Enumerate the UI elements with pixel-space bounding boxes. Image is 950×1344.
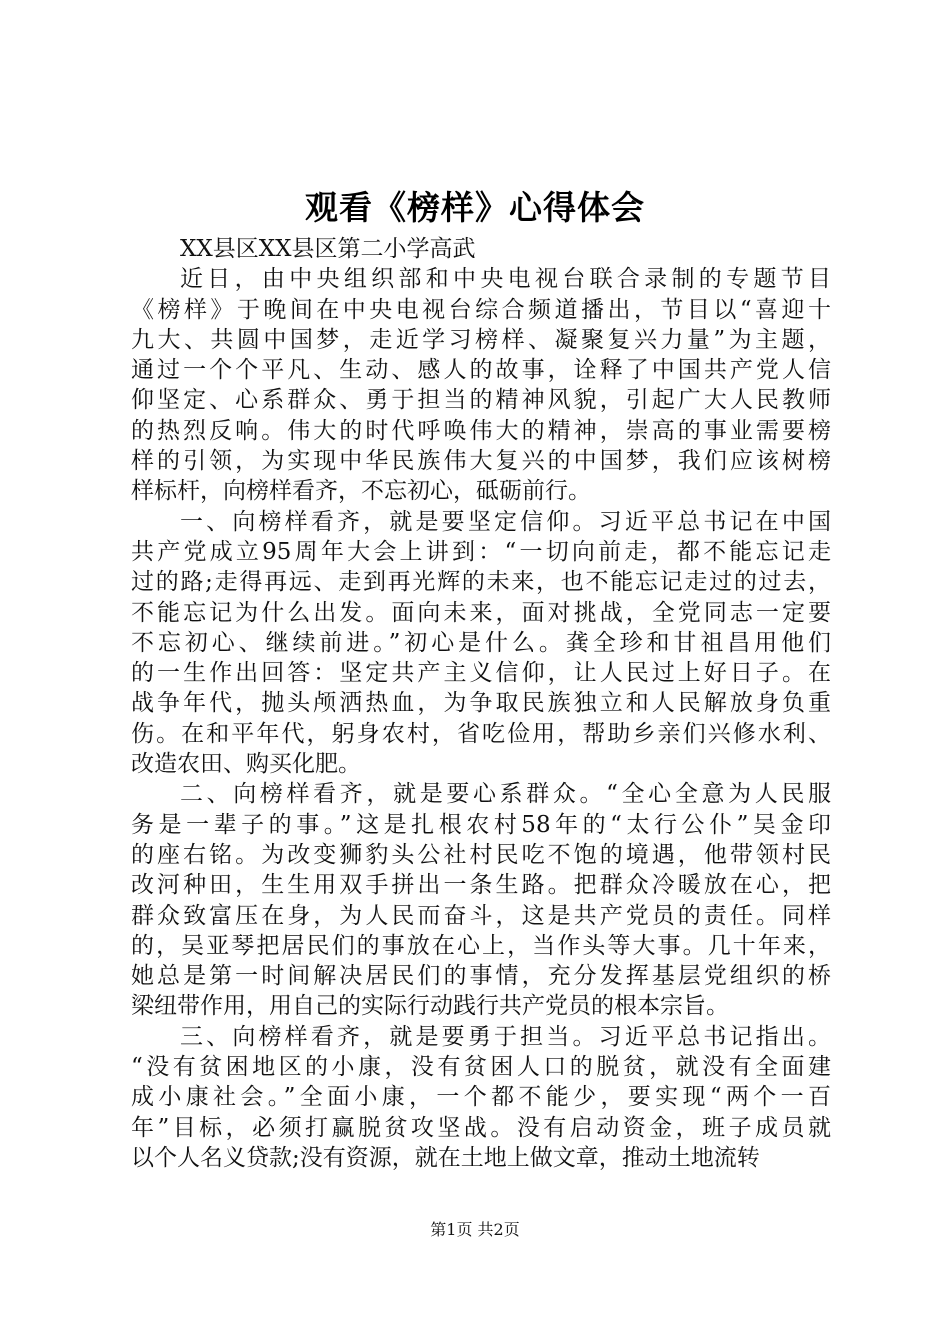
paragraph-point-one (131, 507, 831, 780)
paragraph-line: 梁纽带作用，用自己的实际行动践行共产党员的根本宗旨。 (131, 993, 729, 1020)
paragraph-line: 群众致富压在身，为人民而奋斗，这是共产党员的责任。同样 (131, 902, 831, 929)
paragraph-point-three (131, 1022, 831, 1173)
paragraph-line: 《榜样》于晚间在中央电视台综合频道播出，节目以“喜迎十 (131, 296, 831, 323)
paragraph-line: 仰坚定、心系群众、勇于担当的精神风貌，引起广大人民教师 (131, 387, 831, 414)
document-title: 观看《榜样》心得体会 (305, 188, 645, 227)
paragraph-line: 通过一个个平凡、生动、感人的故事，诠释了中国共产党人信 (131, 357, 831, 384)
paragraph-line: “没有贫困地区的小康，没有贫困人口的脱贫，就没有全面建 (131, 1054, 831, 1081)
paragraph-line: 共产党成立95周年大会上讲到：“一切向前走，都不能忘记走 (131, 538, 831, 565)
paragraph-intro (131, 264, 831, 506)
paragraph-line: 近日，由中央组织部和中央电视台联合录制的专题节目 (180, 266, 831, 293)
author-line: XX县区XX县区第二小学高武 (180, 236, 476, 262)
paragraph-point-two (131, 779, 831, 1021)
paragraph-line: 不忘初心、继续前进。”初心是什么。龚全珍和甘祖昌用他们 (131, 629, 831, 656)
paragraph-line: 一、向榜样看齐，就是要坚定信仰。习近平总书记在中国 (180, 508, 831, 535)
paragraph-line: 她总是第一时间解决居民们的事情，充分发挥基层党组织的桥 (131, 963, 831, 990)
document-body (131, 234, 831, 1173)
paragraph-line: 战争年代，抛头颅洒热血，为争取民族独立和人民解放身负重 (131, 690, 831, 717)
page-footer: 第1页 共2页 (430, 1220, 520, 1239)
paragraph-line: 伤。在和平年代，躬身农村，省吃俭用，帮助乡亲们兴修水利、 (131, 720, 831, 747)
paragraph-line: 改造农田、购买化肥。 (131, 751, 361, 778)
paragraph-line: 务是一辈子的事。”这是扎根农村58年的“太行公仆”吴金印 (131, 811, 831, 838)
paragraph-line: 成小康社会。”全面小康，一个都不能少，要实现“两个一百 (131, 1084, 831, 1111)
paragraph-line: 样的引领，为实现中华民族伟大复兴的中国梦，我们应该树榜 (131, 448, 831, 475)
paragraph-line: 的一生作出回答：坚定共产主义信仰，让人民过上好日子。在 (131, 660, 831, 687)
paragraph-line: 年”目标，必须打赢脱贫攻坚战。没有启动资金，班子成员就 (131, 1114, 831, 1141)
paragraph-line: 样标杆，向榜样看齐，不忘初心，砥砺前行。 (131, 478, 591, 505)
paragraph-line: 改河种田，生生用双手拼出一条生路。把群众冷暖放在心，把 (131, 872, 831, 899)
paragraph-line: 以个人名义贷款;没有资源，就在土地上做文章，推动土地流转 (131, 1144, 760, 1171)
paragraph-line: 的热烈反响。伟大的时代呼唤伟大的精神，崇高的事业需要榜 (131, 417, 831, 444)
paragraph-line: 的，吴亚琴把居民们的事放在心上，当作头等大事。几十年来， (131, 932, 831, 959)
paragraph-line: 三、向榜样看齐，就是要勇于担当。习近平总书记指出。 (180, 1023, 831, 1050)
paragraph-line: 不能忘记为什么出发。面向未来，面对挑战，全党同志一定要 (131, 599, 831, 626)
paragraph-line: 过的路;走得再远、走到再光辉的未来，也不能忘记走过的过去， (131, 569, 831, 596)
paragraph-line: 九大、共圆中国梦，走近学习榜样、凝聚复兴力量”为主题， (131, 326, 831, 353)
paragraph-line: 的座右铭。为改变狮豹头公社村民吃不饱的境遇，他带领村民 (131, 841, 831, 868)
paragraph-line: 二、向榜样看齐，就是要心系群众。“全心全意为人民服 (180, 781, 831, 808)
